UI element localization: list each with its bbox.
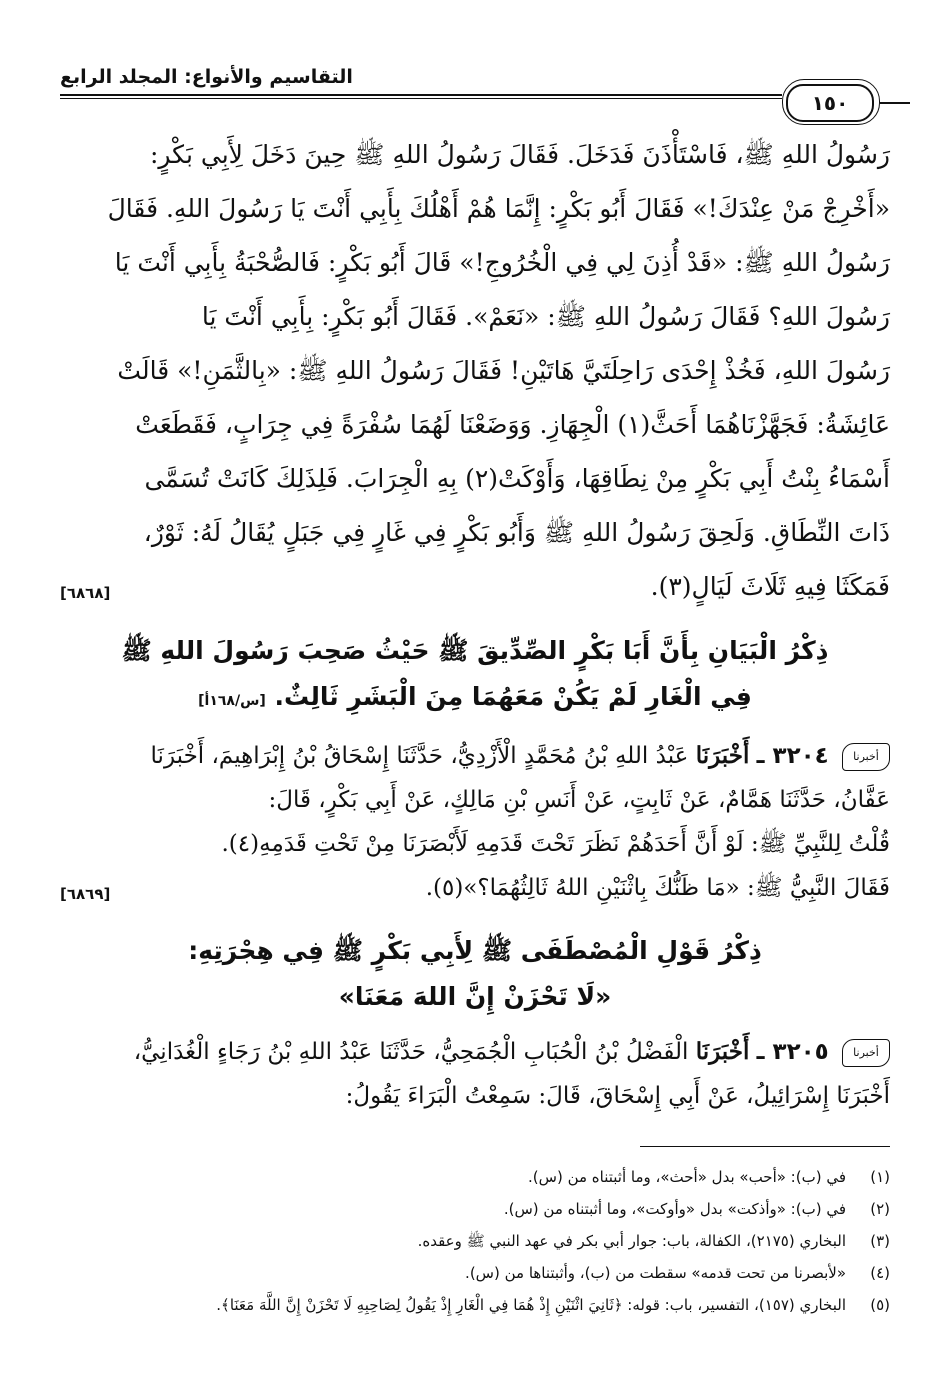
- footnote-text: في (ب): «أحب» بدل «أحث»، وما أثبتناه من (س).: [528, 1168, 846, 1186]
- text-line: رَسُولَ اللهِ، فَخُذْ إِحْدَى رَاحِلَتَيَّ هَاتَيْنِ! فَقَالَ رَسُولُ اللهِ ﷺ: «بِالثَّمَنِ!» قَالَتْ: [117, 356, 890, 385]
- footnote-text: في (ب): «وأذكت» بدل «وأوكت»، وما أثبتناه من (س).: [503, 1200, 846, 1218]
- footnotes: [60, 1161, 890, 1321]
- page-number-ornament: [880, 102, 910, 104]
- footnote-number: (٥): [870, 1296, 890, 1314]
- chapter-heading: [60, 628, 890, 724]
- hadith-3204: [60, 734, 890, 910]
- narration-paragraph: [60, 128, 890, 614]
- hadith-badge: أخبرنا: [842, 743, 890, 771]
- book-page: [60, 62, 890, 1321]
- header-rule: [60, 94, 782, 96]
- footnote-number: (١): [870, 1168, 890, 1186]
- chain-text: أَخْبَرَنَا إِسْرَائِيلُ، عَنْ أَبِي إِسْحَاقَ، قَالَ: سَمِعْتُ الْبَرَاءَ يَقُولُ:: [345, 1083, 890, 1109]
- hadith-reference: [٦٨٦٨]: [60, 584, 111, 602]
- page-number: ١٥٠: [786, 84, 874, 122]
- hadith-3205: [60, 1030, 890, 1118]
- header-rule-thin: [60, 98, 782, 99]
- footnote-text: البخاري (٢١٧٥)، الكفالة، باب: جوار أبي بكر في عهد النبي ﷺ وعقده.: [417, 1232, 846, 1250]
- text-line: فَمَكَثَا فِيهِ ثَلَاثَ لَيَالٍ(٣).: [650, 572, 890, 601]
- footnote-number: (٣): [870, 1232, 890, 1250]
- isnad-line: [60, 1030, 890, 1074]
- isnad-line: [60, 734, 890, 778]
- running-title: التقاسيم والأنواع: المجلد الرابع: [60, 66, 353, 88]
- chain-label: أَخْبَرَنَا: [695, 742, 750, 769]
- text-line: رَسُولُ اللهِ ﷺ: «قَدْ أُذِنَ لِي فِي الْخُرُوجِ!» قَالَ أَبُو بَكْرٍ: فَالصُّحْبَةُ بِأَبِي أَنْتَ يَا: [114, 248, 890, 277]
- hadith-badge: أخبرنا: [842, 1039, 890, 1067]
- text-line: رَسُولَ اللهِ؟ فَقَالَ رَسُولُ اللهِ ﷺ: «نَعَمْ». فَقَالَ أَبُو بَكْرٍ: بِأَبِي أَنْتَ يَا: [201, 302, 890, 331]
- manuscript-reference: [س/١٦٨أ]: [198, 693, 266, 709]
- footnote: [60, 1161, 890, 1193]
- text-line-last: [60, 560, 890, 614]
- footnote-number: (٢): [870, 1200, 890, 1218]
- text-line: أَسْمَاءُ بِنْتُ أَبِي بَكْرٍ مِنْ نِطَاقِهَا، وَأَوْكَتْ(٢) بِهِ الْجِرَابَ. فَلِذَلِكَ كَانَتْ تُسَمَّى: [144, 464, 890, 493]
- chapter-heading-2: [60, 928, 890, 1020]
- footnote: [60, 1225, 890, 1257]
- hadith-reference: [٦٨٦٩]: [60, 885, 111, 903]
- matn-line-last: [60, 866, 890, 910]
- text-line: عَائِشَةُ: فَجَهَّزْنَاهُمَا أَحَثَّ(١) الْجِهَازِ. وَوَضَعْنَا لَهُمَا سُفْرَةً فِي جِرَابٍ، فَقَطَعَتْ: [135, 410, 890, 439]
- chapter-heading-quote: «لَا تَحْزَنْ إِنَّ اللهَ مَعَنَا»: [338, 982, 612, 1011]
- chain-text: الْفَضْلُ بْنُ الْحُبَابِ الْجُمَحِيُّ، حَدَّثَنَا عَبْدُ اللهِ بْنُ رَجَاءٍ الْغُدَانِيُّ،: [133, 1039, 689, 1065]
- chapter-heading-line: ذِكْرُ الْبَيَانِ بِأَنَّ أَبَا بَكْرٍ الصِّدِّيقَ ﷺ حَيْثُ صَحِبَ رَسُولَ اللهِ ﷺ: [121, 636, 829, 665]
- hadith-number: ٣٢٠٥ ـ: [756, 1039, 829, 1065]
- text-line: ذَاتَ النِّطَاقِ. وَلَحِقَ رَسُولُ اللهِ ﷺ وَأَبُو بَكْرٍ فِي غَارٍ فِي جَبَلٍ يُقَالُ لَهُ: ثَوْرٌ،: [143, 518, 890, 547]
- matn-text: قُلْتُ لِلنَّبِيِّ ﷺ: لَوْ أَنَّ أَحَدَهُمْ نَظَرَ تَحْتَ قَدَمِهِ لَأَبْصَرَنَا مِنْ تَحْتِ قَدَمِهِ(٤).: [221, 831, 890, 857]
- hadith-number: ٣٢٠٤ ـ: [756, 743, 829, 769]
- matn-text: فَقَالَ النَّبِيُّ ﷺ: «مَا ظَنُّكَ بِاثْنَيْنِ اللهُ ثَالِثُهُمَا؟»(٥).: [425, 875, 890, 901]
- footnote-text: «لأبصرنا من تحت قدمه» سقطت من (ب)، وأثبتناها من (س).: [465, 1264, 846, 1282]
- footnote-number: (٤): [870, 1264, 890, 1282]
- footnote: [60, 1257, 890, 1289]
- chain-text: عَفَّانُ، حَدَّثَنَا هَمَّامٌ، عَنْ ثَابِتٍ، عَنْ أَنَسِ بْنِ مَالِكٍ، عَنْ أَبِي بَكْرٍ، قَالَ:: [268, 787, 890, 813]
- chapter-heading-line-2: [60, 674, 890, 724]
- footnote-divider: [640, 1146, 890, 1147]
- text-line: رَسُولُ اللهِ ﷺ، فَاسْتَأْذَنَ فَدَخَلَ. فَقَالَ رَسُولُ اللهِ ﷺ حِينَ دَخَلَ لِأَبِي بَكْرٍ:: [149, 140, 890, 169]
- chain-label: أَخْبَرَنَا: [695, 1038, 750, 1065]
- chapter-heading-text: فِي الْغَارِ لَمْ يَكُنْ مَعَهُمَا مِنَ الْبَشَرِ ثَالِثٌ.: [274, 682, 752, 711]
- chapter-heading-line: ذِكْرُ قَوْلِ الْمُصْطَفَى ﷺ لِأَبِي بَكْرٍ ﷺ فِي هِجْرَتِهِ:: [188, 936, 762, 965]
- page-header: [60, 62, 890, 115]
- chain-text: عَبْدُ اللهِ بْنُ مُحَمَّدٍ الْأَزْدِيُّ، حَدَّثَنَا إِسْحَاقُ بْنُ إِبْرَاهِيمَ، أَخْبَرَنَا: [150, 743, 689, 769]
- footnote-text: البخاري (١٥٧)، التفسير، باب: قوله: ﴿ثَانِيَ اثْنَيْنِ إِذْ هُمَا فِي الْغَارِ إِذْ يَقُولُ لِصَاحِبِهِ لَا تَحْزَنْ إِنَّ اللَّهَ مَعَنَا﴾.: [216, 1296, 846, 1314]
- text-line: «أَخْرِجْ مَنْ عِنْدَكَ!» فَقَالَ أَبُو بَكْرٍ: إِنَّمَا هُمْ أَهْلُكَ بِأَبِي أَنْتَ يَا رَسُولَ اللهِ. فَقَالَ: [107, 194, 890, 223]
- footnote: [60, 1193, 890, 1225]
- footnote: [60, 1289, 890, 1321]
